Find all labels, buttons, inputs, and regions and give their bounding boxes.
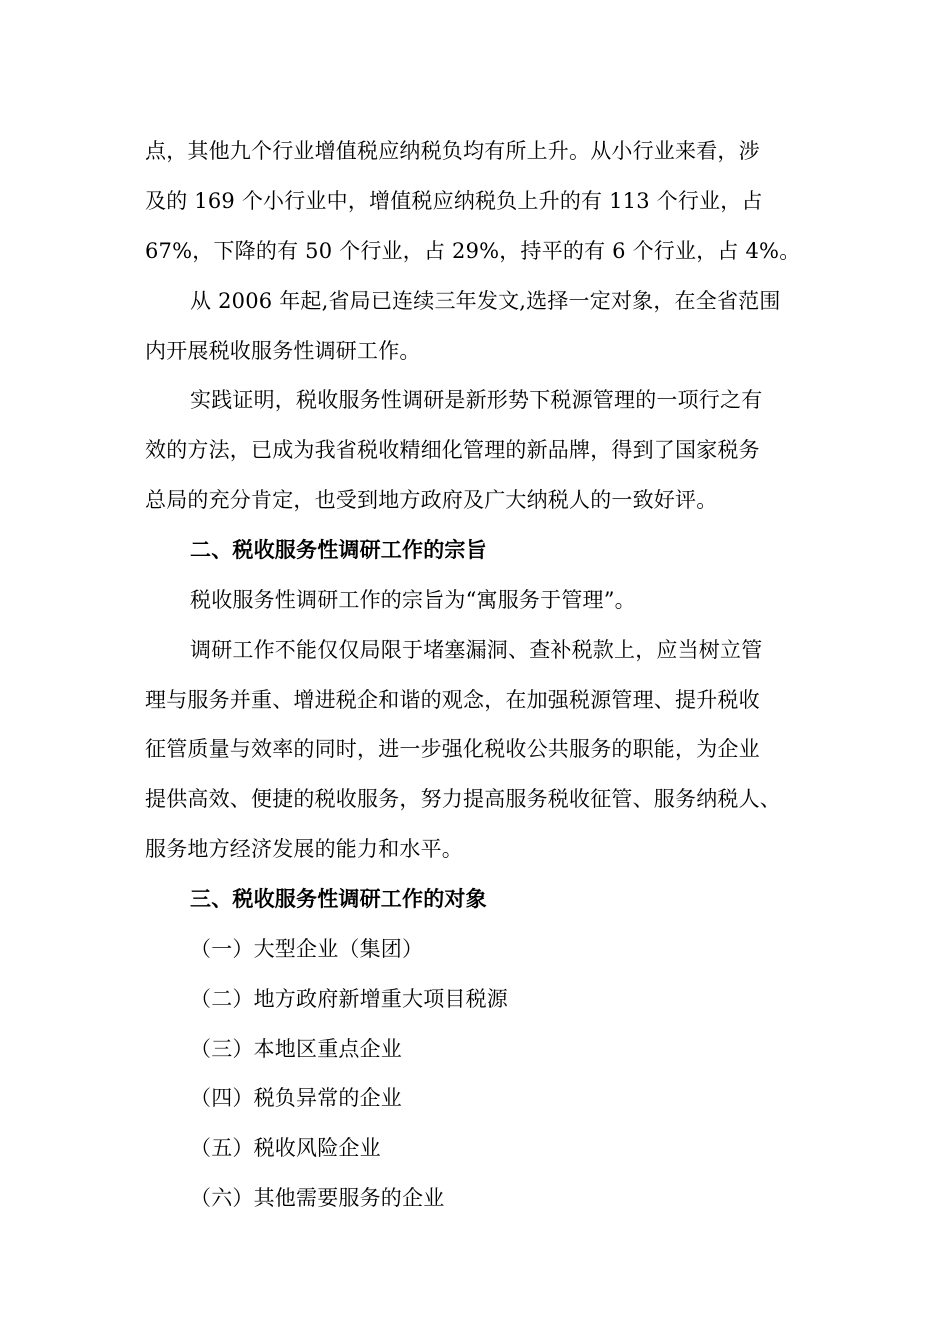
list-item: （一）大型企业（集团） — [190, 937, 424, 961]
section-2-body-line-3: 征管质量与效率的同时，进一步强化税收公共服务的职能，为企业 — [145, 737, 760, 761]
section-2-purpose: 税收服务性调研工作的宗旨为“寓服务于管理”。 — [190, 588, 636, 612]
paragraph-practice-line-2: 效的方法，已成为我省税收精细化管理的新品牌，得到了国家税务 — [145, 438, 760, 462]
list-item: （五）税收风险企业 — [190, 1136, 381, 1160]
paragraph-2006-line-1: 从 2006 年起,省局已连续三年发文,选择一定对象，在全省范围 — [190, 289, 781, 313]
list-item: （四）税负异常的企业 — [190, 1086, 402, 1110]
list-item: （三）本地区重点企业 — [190, 1037, 402, 1061]
section-2-body-line-1: 调研工作不能仅仅局限于堵塞漏洞、查补税款上，应当树立管 — [190, 638, 763, 662]
section-2-body-line-4: 提供高效、便捷的税收服务，努力提高服务税收征管、服务纳税人、 — [145, 787, 781, 811]
section-3-heading: 三、税收服务性调研工作的对象 — [190, 886, 487, 911]
paragraph-intro-line-2: 及的 169 个小行业中，增值税应纳税负上升的有 113 个行业，占 — [145, 189, 763, 213]
paragraph-practice-line-3: 总局的充分肯定，也受到地方政府及广大纳税人的一致好评。 — [145, 488, 718, 512]
section-2-body-line-5: 服务地方经济发展的能力和水平。 — [145, 837, 463, 861]
paragraph-intro-line-1: 点，其他九个行业增值税应纳税负均有所上升。从小行业来看，涉 — [145, 139, 760, 163]
list-item: （六）其他需要服务的企业 — [190, 1186, 445, 1210]
paragraph-2006-line-2: 内开展税收服务性调研工作。 — [145, 339, 421, 363]
section-2-heading: 二、税收服务性调研工作的宗旨 — [190, 537, 487, 562]
section-2-body-line-2: 理与服务并重、增进税企和谐的观念，在加强税源管理、提升税收 — [145, 688, 760, 712]
paragraph-intro-line-3: 67%，下降的有 50 个行业，占 29%，持平的有 6 个行业，占 4%。 — [145, 239, 801, 263]
paragraph-practice-line-1: 实践证明，税收服务性调研是新形势下税源管理的一项行之有 — [190, 388, 763, 412]
list-item: （二）地方政府新增重大项目税源 — [190, 987, 508, 1011]
